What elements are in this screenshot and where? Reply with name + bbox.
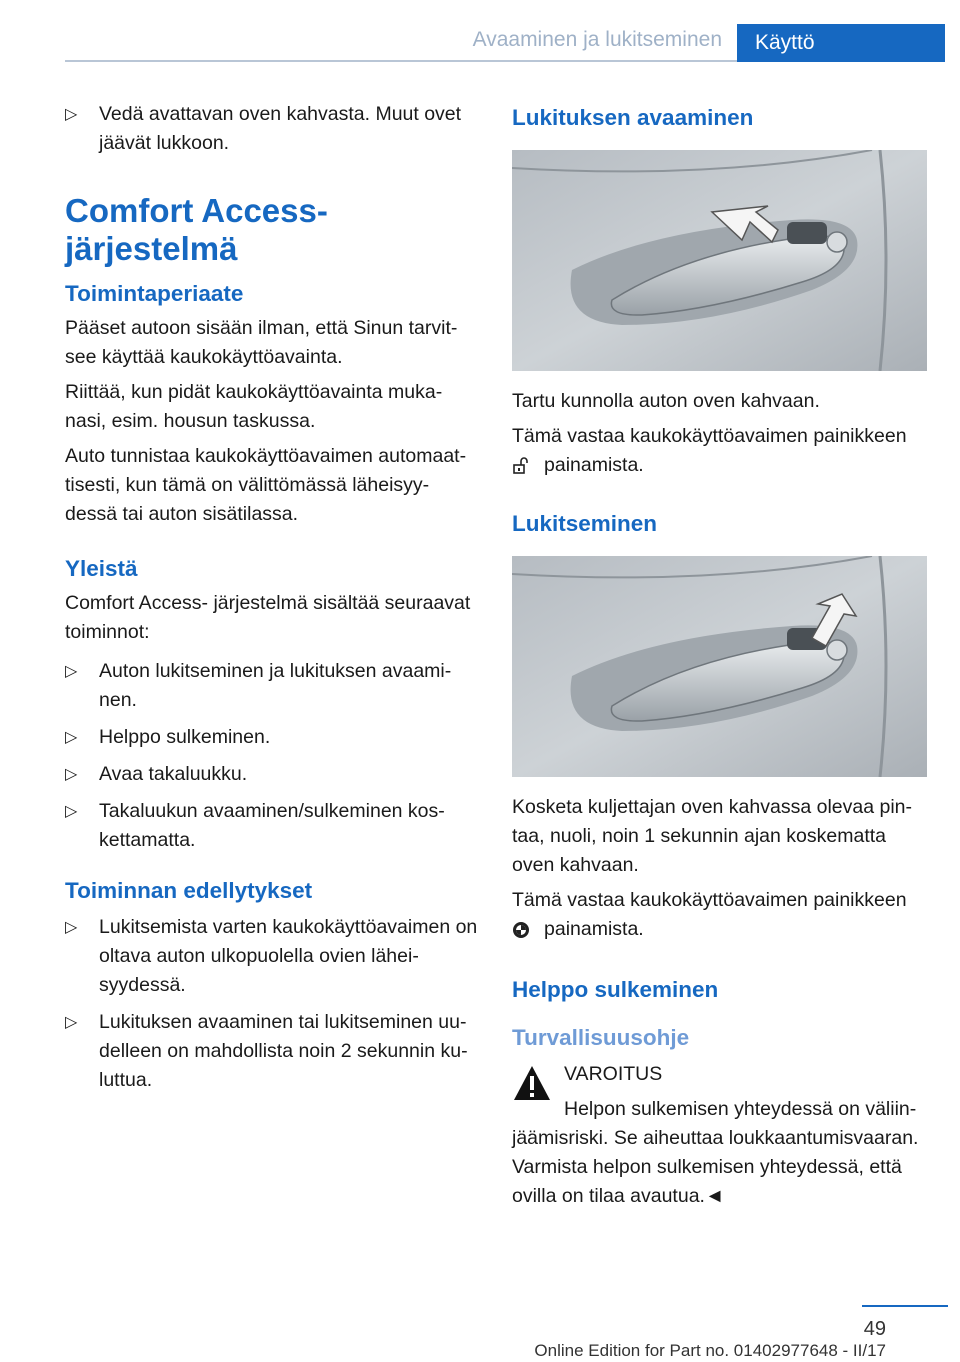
- left-column: [65, 100, 480, 1095]
- header-chapter-label: Käyttö: [755, 31, 815, 54]
- list-item: [65, 913, 480, 1000]
- edition-note: Online Edition for Part no. 01402977648 - II/17: [534, 1341, 886, 1360]
- paragraph-tail: painamista.: [544, 918, 644, 940]
- bmw-logo-icon: [512, 921, 530, 939]
- section-heading-general: Yleistä: [65, 556, 138, 581]
- door-handle-photo-unlock: [512, 150, 927, 371]
- triangle-right-icon: ▷: [65, 106, 78, 123]
- paragraph-with-icon: [512, 915, 932, 944]
- paragraph: Kosketa kuljettajan oven kahvassa olevaa pin- taa, nuoli, noin 1 sekunnin ajan koskematta oven kahvaan.: [512, 796, 912, 876]
- warning-block: [512, 1060, 932, 1211]
- list-item: [65, 657, 480, 715]
- warning-text-rest: jäämisriski. Se aiheuttaa loukkaantumisvaaran. Varmista helpon sulkemisen yhteydessä, että ovilla on tilaa avautua.◄: [512, 1127, 919, 1207]
- header-section-title: Avaaminen ja lukitseminen: [472, 28, 722, 51]
- paragraph: Auto tunnistaa kaukokäyttöavaimen automaat- tisesti, kun tämä on välittömässä läheisyy- dessä tai auton sisätilassa.: [65, 445, 467, 525]
- section-heading-conditions: Toiminnan edellytykset: [65, 878, 313, 903]
- page-title: Comfort Access- järjestelmä: [65, 192, 328, 267]
- header-chapter-tab: [737, 24, 945, 62]
- paragraph-tail: painamista.: [544, 454, 644, 476]
- section-heading-lock: Lukitseminen: [512, 511, 658, 536]
- section-heading-safety: Turvallisuusohje: [512, 1025, 690, 1050]
- triangle-right-icon: ▷: [65, 729, 78, 746]
- paragraph: Riittää, kun pidät kaukokäyttöavainta muka- nasi, esim. housun taskussa.: [65, 381, 443, 432]
- footer-rule: [862, 1305, 948, 1307]
- triangle-right-icon: ▷: [65, 1014, 78, 1031]
- section-heading-principle: Toimintaperiaate: [65, 281, 244, 306]
- bullet-text: Lukitsemista varten kaukokäyttöavaimen on oltava auton ulkopuolella ovien lähei- syydessä.: [99, 916, 478, 996]
- bullet-text: Auton lukitseminen ja lukituksen avaami- nen.: [99, 660, 452, 711]
- list-item: [65, 1008, 480, 1095]
- section-heading-unlock: Lukituksen avaaminen: [512, 105, 754, 130]
- list-item: [65, 797, 480, 855]
- paragraph: Comfort Access- järjestelmä sisältää seuraavat toiminnot:: [65, 592, 471, 643]
- list-item: [65, 723, 480, 752]
- bullet-text: Avaa takaluukku.: [99, 763, 248, 785]
- door-handle-photo-lock: [512, 556, 927, 777]
- triangle-right-icon: ▷: [65, 663, 78, 680]
- bullet-text: Vedä avattavan oven kahvasta. Muut ovet jäävät lukkoon.: [99, 103, 462, 154]
- paragraph: Pääset autoon sisään ilman, että Sinun tarvit- see käyttää kaukokäyttöavainta.: [65, 317, 458, 368]
- triangle-right-icon: ▷: [65, 919, 78, 936]
- unlock-icon: [512, 457, 530, 475]
- triangle-right-icon: ▷: [65, 803, 78, 820]
- warning-label: VAROITUS: [564, 1063, 663, 1085]
- right-column: [512, 100, 932, 1211]
- paragraph-with-icon: [512, 451, 932, 480]
- paragraph: Tartu kunnolla auton oven kahvaan.: [512, 390, 820, 412]
- section-heading-easy-close: Helppo sulkeminen: [512, 977, 719, 1002]
- bullet-text: Takaluukun avaaminen/sulkeminen kos- kettamatta.: [99, 800, 445, 851]
- list-item: [65, 100, 480, 158]
- paragraph: Tämä vastaa kaukokäyttöavaimen painikkeen: [512, 889, 907, 911]
- bullet-text: Lukituksen avaaminen tai lukitseminen uu- delleen on mahdollista noin 2 sekunnin ku- luttua.: [99, 1011, 468, 1091]
- list-item: [65, 760, 480, 789]
- page-number: 49: [863, 1318, 886, 1340]
- paragraph: Tämä vastaa kaukokäyttöavaimen painikkeen: [512, 425, 907, 447]
- triangle-right-icon: ▷: [65, 766, 78, 783]
- warning-triangle-icon: [512, 1064, 552, 1102]
- warning-text-first: Helpon sulkemisen yhteydessä on väliin-: [564, 1098, 917, 1120]
- bullet-text: Helppo sulkeminen.: [99, 726, 271, 748]
